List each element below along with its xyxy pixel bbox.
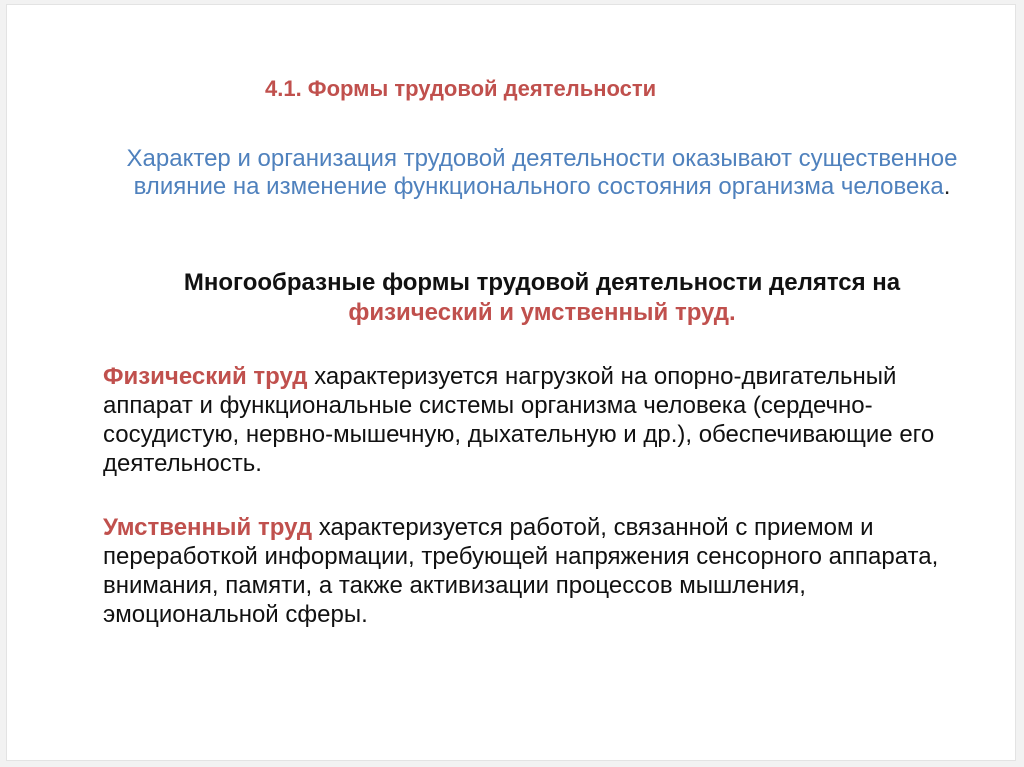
forms-statement — [87, 268, 997, 328]
mental-labor-term: Умственный труд — [103, 514, 313, 541]
mental-labor-text: характеризуется работой, связанной с приемом и переработкой информации, требующей напряжения сенсорного аппарата, внимания, памяти, а также активизации процессов мышления, эмоциональной сферы. — [103, 514, 939, 628]
forms-text: Многообразные формы трудовой деятельности делятся на — [183, 269, 901, 296]
physical-labor-term: Физический труд — [103, 363, 308, 390]
intro-paragraph — [107, 145, 977, 201]
slide — [6, 4, 1016, 761]
slide-title: 4.1. Формы трудовой деятельности — [265, 76, 657, 101]
physical-labor-text: характеризуется нагрузкой на опорно-двигательный аппарат и функциональные системы организма человека (сердечно-сосудистую, нервно-мышечную, дыхательную и др.), обеспечивающие его деятельность. — [103, 363, 935, 477]
intro-period: . — [943, 173, 951, 200]
intro-text: Характер и организация трудовой деятельности оказывают существенное влияние на изменение функционального состояния организма человека — [126, 145, 958, 200]
physical-labor-paragraph — [103, 362, 983, 478]
mental-labor-paragraph — [103, 513, 983, 629]
forms-highlight: физический и умственный труд. — [348, 299, 736, 326]
